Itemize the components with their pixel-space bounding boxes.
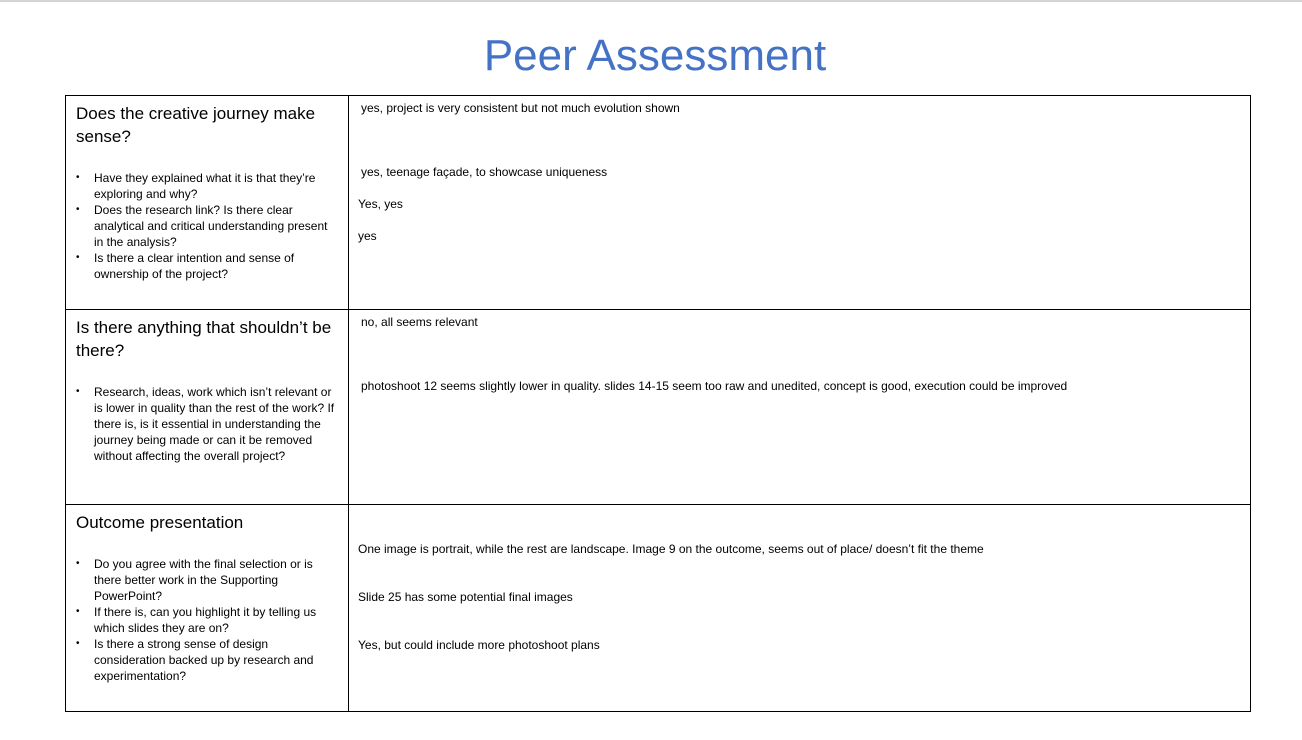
answer-text: One image is portrait, while the rest are landscape. Image 9 on the outcome, seems out of place/ doesn’t fit the theme [358,542,984,556]
list-item: • Do you agree with the final selection or is there better work in the Supporting PowerPoint? [94,556,338,604]
answer-text: Slide 25 has some potential final images [358,590,573,604]
answer-text: no, all seems relevant [361,315,478,329]
table-row [66,505,1251,712]
table-row [66,96,1251,310]
question-cell [66,505,349,712]
list-item: • If there is, can you highlight it by telling us which slides they are on? [94,604,338,636]
question-points [76,384,338,464]
assessment-table [65,95,1251,712]
question-cell [66,310,349,505]
answer-cell[interactable] [349,505,1251,712]
answer-text: yes, teenage façade, to showcase uniqueness [361,165,608,179]
answer-text: photoshoot 12 seems slightly lower in quality. slides 14-15 seem too raw and unedited, concept is good, execution could be improved [361,379,1068,393]
answer-text: Yes, yes [358,197,403,211]
question-cell [66,96,349,310]
question-heading: Outcome presentation [76,513,244,532]
answer-text: yes, project is very consistent but not much evolution shown [361,101,680,115]
table-row [66,310,1251,505]
list-item: • Have they explained what it is that they’re exploring and why? [94,170,338,202]
question-points [76,556,338,684]
question-heading: Is there anything that shouldn’t be there? [76,318,332,360]
question-heading: Does the creative journey make sense? [76,104,316,146]
answer-text: yes [358,229,377,243]
answer-cell[interactable] [349,96,1251,310]
list-item: • Is there a strong sense of design consideration backed up by research and experimentation? [94,636,338,684]
list-item: • Does the research link? Is there clear analytical and critical understanding present in the analysis? [94,202,338,250]
list-item: • Is there a clear intention and sense of ownership of the project? [94,250,338,282]
question-points [76,170,338,282]
answer-cell[interactable] [349,310,1251,505]
slide-top-border [0,0,1302,2]
answer-text: Yes, but could include more photoshoot plans [358,638,600,652]
page-title: Peer Assessment [483,31,827,80]
list-item: • Research, ideas, work which isn’t relevant or is lower in quality than the rest of the work? If there is, is it essential in understanding the journey being made or can it be removed without affecting the overall project? [94,384,338,464]
